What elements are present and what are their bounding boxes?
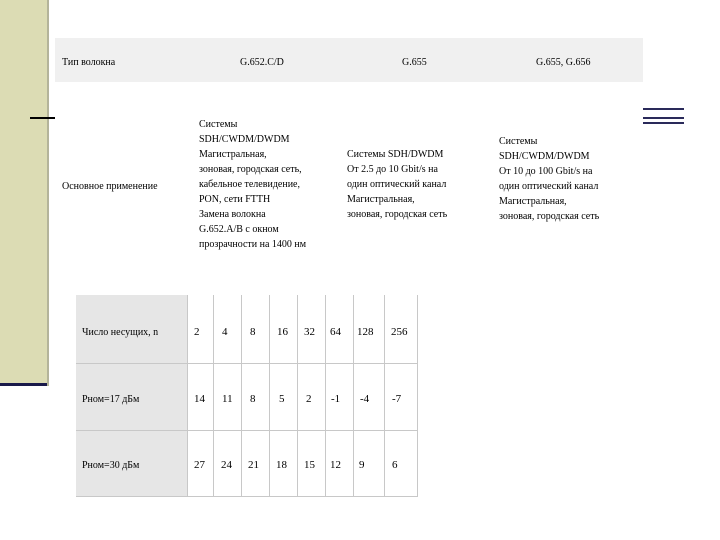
table-cell: 24 — [221, 459, 232, 471]
table-cell: 11 — [222, 393, 233, 405]
header-fiber-type: Тип волокна — [62, 57, 116, 68]
cell-g652-application: Системы SDH/CWDM/DWDM Магистральная, зоновая, городская сеть, кабельное телевидение, PON, сети FTTH Замена волокна G.652.A/B с окном прозрачности на 1400 нм — [199, 119, 307, 250]
left-rule — [30, 117, 55, 119]
table-cell: 14 — [194, 393, 205, 405]
fiber-type-table — [55, 38, 643, 293]
row-label-p30: Pном=30 дБм — [82, 460, 140, 471]
left-divider — [47, 0, 49, 386]
table-cell: 256 — [391, 326, 408, 338]
header-g655-g656: G.655, G.656 — [536, 57, 591, 68]
table-cell: -4 — [360, 393, 370, 405]
header-g652: G.652.C/D — [240, 57, 284, 68]
table-cell: 8 — [250, 393, 256, 405]
row-label-carriers: Число несущих, n — [82, 327, 159, 338]
table-cell: 64 — [330, 326, 341, 338]
table-cell: 5 — [279, 393, 285, 405]
table-cell: 9 — [359, 459, 365, 471]
row-label-p17: Pном=17 дБм — [82, 394, 140, 405]
left-decor-bar — [0, 0, 47, 383]
table-cell: 18 — [276, 459, 287, 471]
table-cell: 6 — [392, 459, 398, 471]
table-cell: -7 — [392, 393, 402, 405]
table-cell: 2 — [194, 326, 200, 338]
table-cell: 27 — [194, 459, 205, 471]
table-cell: 2 — [306, 393, 312, 405]
table-cell: 8 — [250, 326, 256, 338]
cell-g655-g656-application: Системы SDH/CWDM/DWDM От 10 до 100 Gbit/s на один оптический канал Магистральная, зоновая, городская сеть — [499, 136, 600, 222]
right-decor-lines — [640, 108, 684, 127]
table-cell: 16 — [277, 326, 288, 338]
table-cell: 12 — [330, 459, 341, 471]
fiber-table-header — [55, 38, 643, 82]
carrier-power-table — [76, 295, 418, 497]
cell-g655-application: Системы SDH/DWDM От 2.5 до 10 Gbit/s на один оптический канал Магистральная, зоновая, городская сеть — [347, 149, 448, 220]
table-cell: 32 — [304, 326, 315, 338]
fiber-table-application-row — [55, 82, 643, 293]
header-g655: G.655 — [402, 57, 427, 68]
table-cell: -1 — [331, 393, 341, 405]
left-decor-bar-edge — [0, 383, 47, 386]
table-cell: 4 — [222, 326, 228, 338]
table-cell: 128 — [357, 326, 374, 338]
table-cell: 15 — [304, 459, 315, 471]
table-cell: 21 — [248, 459, 259, 471]
row-label-application: Основное применение — [62, 181, 158, 192]
